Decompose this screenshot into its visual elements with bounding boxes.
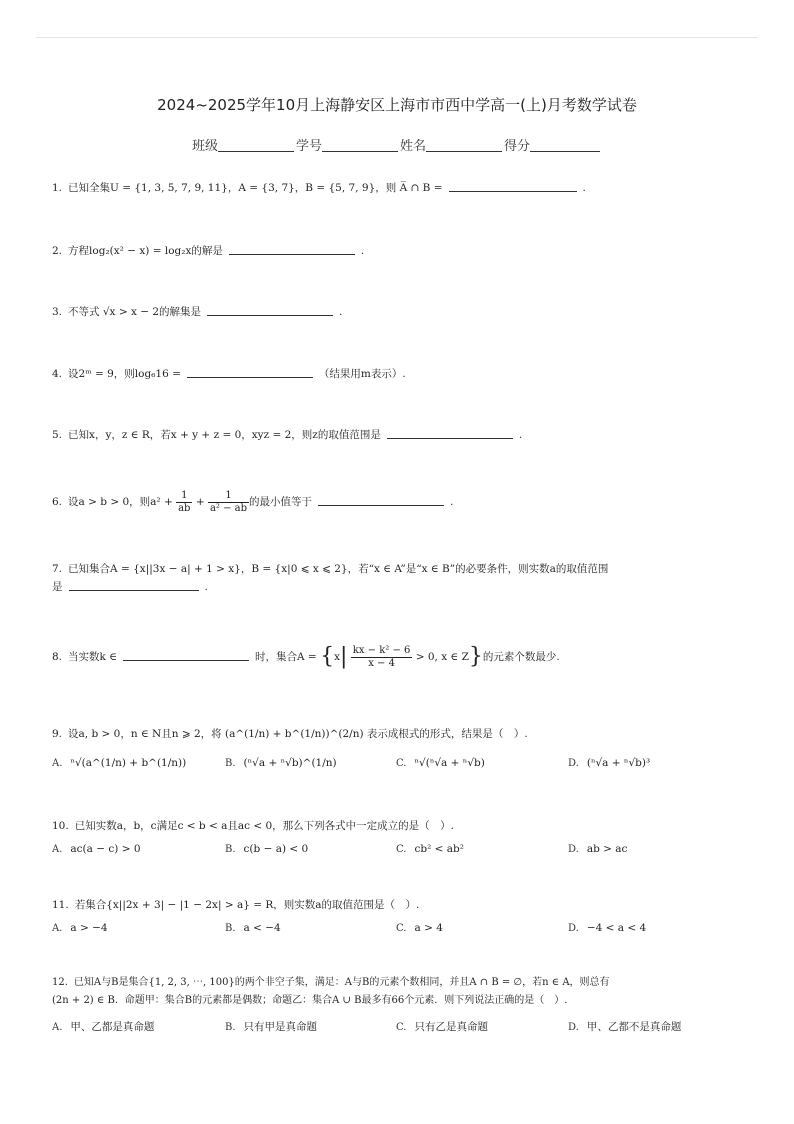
- question-3: [52, 303, 754, 321]
- set-fraction: [351, 645, 413, 670]
- option-b[interactable]: [225, 1019, 317, 1034]
- class-label: 班级: [191, 139, 218, 154]
- option-c[interactable]: [396, 843, 464, 855]
- fraction-2: [208, 490, 249, 515]
- option-label: A.: [52, 923, 63, 934]
- option-text: cb² < ab²: [414, 843, 464, 855]
- option-label: D.: [568, 1022, 579, 1033]
- option-label: A.: [52, 1022, 63, 1033]
- question-number: 3.: [52, 306, 63, 318]
- question-number: 7.: [52, 563, 63, 575]
- option-text: ab > ac: [586, 843, 628, 855]
- option-d[interactable]: [568, 922, 646, 934]
- question-text-line2: (2n + 2) ∈ B．命题甲：集合B的元素都是偶数；命题乙：集合A ∪ B最多有66个元素．则下列说法正确的是（ ）.: [52, 995, 568, 1006]
- answer-blank[interactable]: [318, 495, 444, 506]
- name-field[interactable]: [400, 135, 504, 154]
- header-divider: [36, 37, 758, 38]
- fraction-1: [176, 490, 192, 515]
- fraction-numerator: 1: [208, 490, 249, 503]
- fraction-numerator: 1: [176, 490, 192, 503]
- question-5: [52, 426, 754, 444]
- option-b[interactable]: [225, 922, 281, 934]
- question-text: 设2ᵐ = 9，则log₆16 =: [68, 368, 181, 380]
- question-text-line1: 已知集合A = {x||3x − a| + 1 > x}，B = {x|0 ⩽ x ⩽ 2}，若“x ∈ A”是“x ∈ B”的必要条件，则实数a的取值范围: [68, 563, 609, 575]
- set-condition: > 0, x ∈ Z: [415, 651, 469, 663]
- page-title: 2024~2025学年10月上海静安区上海市市西中学高一(上)月考数学试卷: [157, 96, 637, 114]
- option-label: D.: [568, 844, 579, 855]
- option-text: a < −4: [243, 922, 281, 934]
- option-label: A.: [52, 758, 63, 769]
- option-label: C.: [396, 1022, 407, 1033]
- option-text: 只有甲是真命题: [243, 1021, 318, 1033]
- score-label: 得分: [504, 139, 531, 154]
- option-label: B.: [225, 758, 236, 769]
- answer-blank[interactable]: [187, 367, 313, 378]
- option-d[interactable]: [568, 757, 650, 769]
- question-text-pre: 设a > b > 0，则a² +: [68, 496, 173, 508]
- option-a[interactable]: [52, 843, 141, 855]
- name-blank[interactable]: [426, 139, 502, 152]
- option-c[interactable]: [396, 922, 443, 934]
- option-d[interactable]: [568, 843, 627, 855]
- question-number: 1.: [52, 182, 63, 194]
- question-text: 方程log₂(x² − x) = log₂x的解是: [68, 245, 223, 257]
- question-4: [52, 365, 754, 383]
- fraction-denominator: a² − ab: [209, 502, 248, 514]
- class-blank[interactable]: [218, 139, 294, 152]
- question-text: 设a, b > 0，n ∈ N且n ⩾ 2，将 (a^(1/n) + b^(1/n))^(2/n) 表示成根式的形式，结果是（ ）.: [68, 728, 528, 740]
- question-number: 8.: [52, 651, 63, 663]
- question-text-line1: 已知A与B是集合{1, 2, 3, ⋯, 100}的两个非空子集，满足：A与B的元素个数相同，并且A ∩ B = ∅，若n ∈ A，则总有: [73, 977, 610, 988]
- id-field[interactable]: [296, 135, 400, 154]
- question-tail: .: [339, 306, 343, 318]
- question-12-options: [52, 1019, 754, 1039]
- question-12: [52, 974, 754, 1010]
- option-label: B.: [225, 844, 236, 855]
- answer-blank[interactable]: [123, 650, 249, 661]
- answer-blank[interactable]: [207, 305, 333, 316]
- set-variable: x: [334, 651, 340, 663]
- option-text: (ⁿ√a + ⁿ√b)³: [586, 757, 651, 769]
- option-text: 甲、乙都是真命题: [70, 1021, 155, 1033]
- question-tail: .: [360, 245, 365, 257]
- question-number: 2.: [52, 245, 63, 257]
- question-10-options: [52, 843, 754, 863]
- option-c[interactable]: [396, 757, 485, 769]
- question-text-line2: 是: [52, 581, 63, 593]
- id-label: 学号: [295, 139, 322, 154]
- question-text: 若集合{x||2x + 3| − |1 − 2x| > a} = R，则实数a的取值范围是（ ）.: [74, 899, 420, 911]
- score-blank[interactable]: [530, 139, 600, 152]
- question-text: 已知全集U = {1, 3, 5, 7, 9, 11}，A = {3, 7}，B = {5, 7, 9}，则 A̅ ∩ B =: [68, 182, 443, 194]
- option-label: D.: [568, 923, 579, 934]
- option-text: −4 < a < 4: [586, 922, 647, 934]
- question-text-pre: 当实数k ∈: [68, 651, 118, 663]
- plus-sign: +: [195, 496, 205, 508]
- option-text: c(b − a) < 0: [243, 843, 309, 855]
- option-b[interactable]: [225, 843, 308, 855]
- question-9: [52, 725, 754, 743]
- question-11: [52, 896, 754, 914]
- option-b[interactable]: [225, 757, 337, 769]
- option-text: a > −4: [70, 922, 108, 934]
- score-field[interactable]: [504, 135, 602, 154]
- option-text: ⁿ√(ⁿ√a + ⁿ√b): [414, 757, 485, 769]
- option-a[interactable]: [52, 922, 108, 934]
- option-label: B.: [225, 923, 236, 934]
- question-text: 已知实数a，b，c满足c < b < a且ac < 0，那么下列各式中一定成立的是（ ）.: [74, 820, 455, 832]
- option-label: B.: [225, 1022, 236, 1033]
- id-blank[interactable]: [322, 139, 398, 152]
- option-text: ac(a − c) > 0: [70, 843, 141, 855]
- question-text-mid: 时，集合A =: [255, 651, 317, 663]
- question-number: 9.: [52, 728, 63, 740]
- question-number: 5.: [52, 429, 63, 441]
- right-brace: }: [468, 644, 483, 669]
- question-text-post: 的最小值等于: [249, 496, 313, 508]
- option-a[interactable]: [52, 1019, 154, 1034]
- question-8: [52, 640, 754, 674]
- question-tail: .: [450, 496, 454, 508]
- option-c[interactable]: [396, 1019, 488, 1034]
- answer-blank[interactable]: [229, 244, 355, 255]
- option-text: ⁿ√(a^(1/n) + b^(1/n)): [70, 757, 187, 769]
- answer-blank[interactable]: [387, 428, 513, 439]
- option-text: 只有乙是真命题: [414, 1021, 488, 1033]
- question-number: 4.: [52, 368, 63, 380]
- set-divider: |: [340, 644, 348, 669]
- question-2: [52, 242, 754, 260]
- option-label: A.: [52, 844, 63, 855]
- option-text: (ⁿ√a + ⁿ√b)^(1/n): [243, 757, 337, 769]
- fraction-denominator: ab: [178, 502, 191, 514]
- question-tail: .: [518, 429, 523, 441]
- question-tail: （结果用m表示）.: [318, 368, 406, 380]
- answer-blank[interactable]: [69, 580, 199, 591]
- question-9-options: [52, 757, 754, 777]
- fraction-numerator: kx − k² − 6: [352, 644, 411, 656]
- question-number: 6.: [52, 496, 63, 508]
- question-number: 10.: [52, 820, 69, 832]
- question-tail: .: [204, 581, 208, 593]
- question-7: [52, 560, 754, 596]
- name-label: 姓名: [400, 139, 427, 154]
- option-text: 甲、乙都不是真命题: [586, 1021, 682, 1033]
- question-text: 不等式 √x > x − 2的解集是: [68, 306, 202, 318]
- question-10: [52, 817, 754, 835]
- question-text-post: 的元素个数最少.: [482, 651, 560, 663]
- class-field[interactable]: [192, 135, 296, 154]
- left-brace: {: [320, 644, 335, 669]
- question-6: [52, 488, 754, 516]
- option-label: C.: [396, 844, 407, 855]
- question-tail: .: [582, 182, 586, 194]
- student-info-row: [0, 135, 794, 154]
- question-number: 12.: [52, 977, 68, 988]
- answer-blank[interactable]: [449, 181, 577, 192]
- question-number: 11.: [52, 899, 69, 911]
- option-text: a > 4: [414, 922, 443, 934]
- option-label: C.: [396, 758, 407, 769]
- option-label: D.: [568, 758, 579, 769]
- question-text: 已知x，y，z ∈ R，若x + y + z = 0，xyz = 2，则z的取值范围是: [68, 429, 381, 441]
- fraction-denominator: x − 4: [368, 657, 395, 669]
- option-label: C.: [396, 923, 407, 934]
- question-11-options: [52, 922, 754, 942]
- option-a[interactable]: [52, 757, 186, 769]
- question-1: [52, 179, 754, 197]
- option-d[interactable]: [568, 1019, 681, 1034]
